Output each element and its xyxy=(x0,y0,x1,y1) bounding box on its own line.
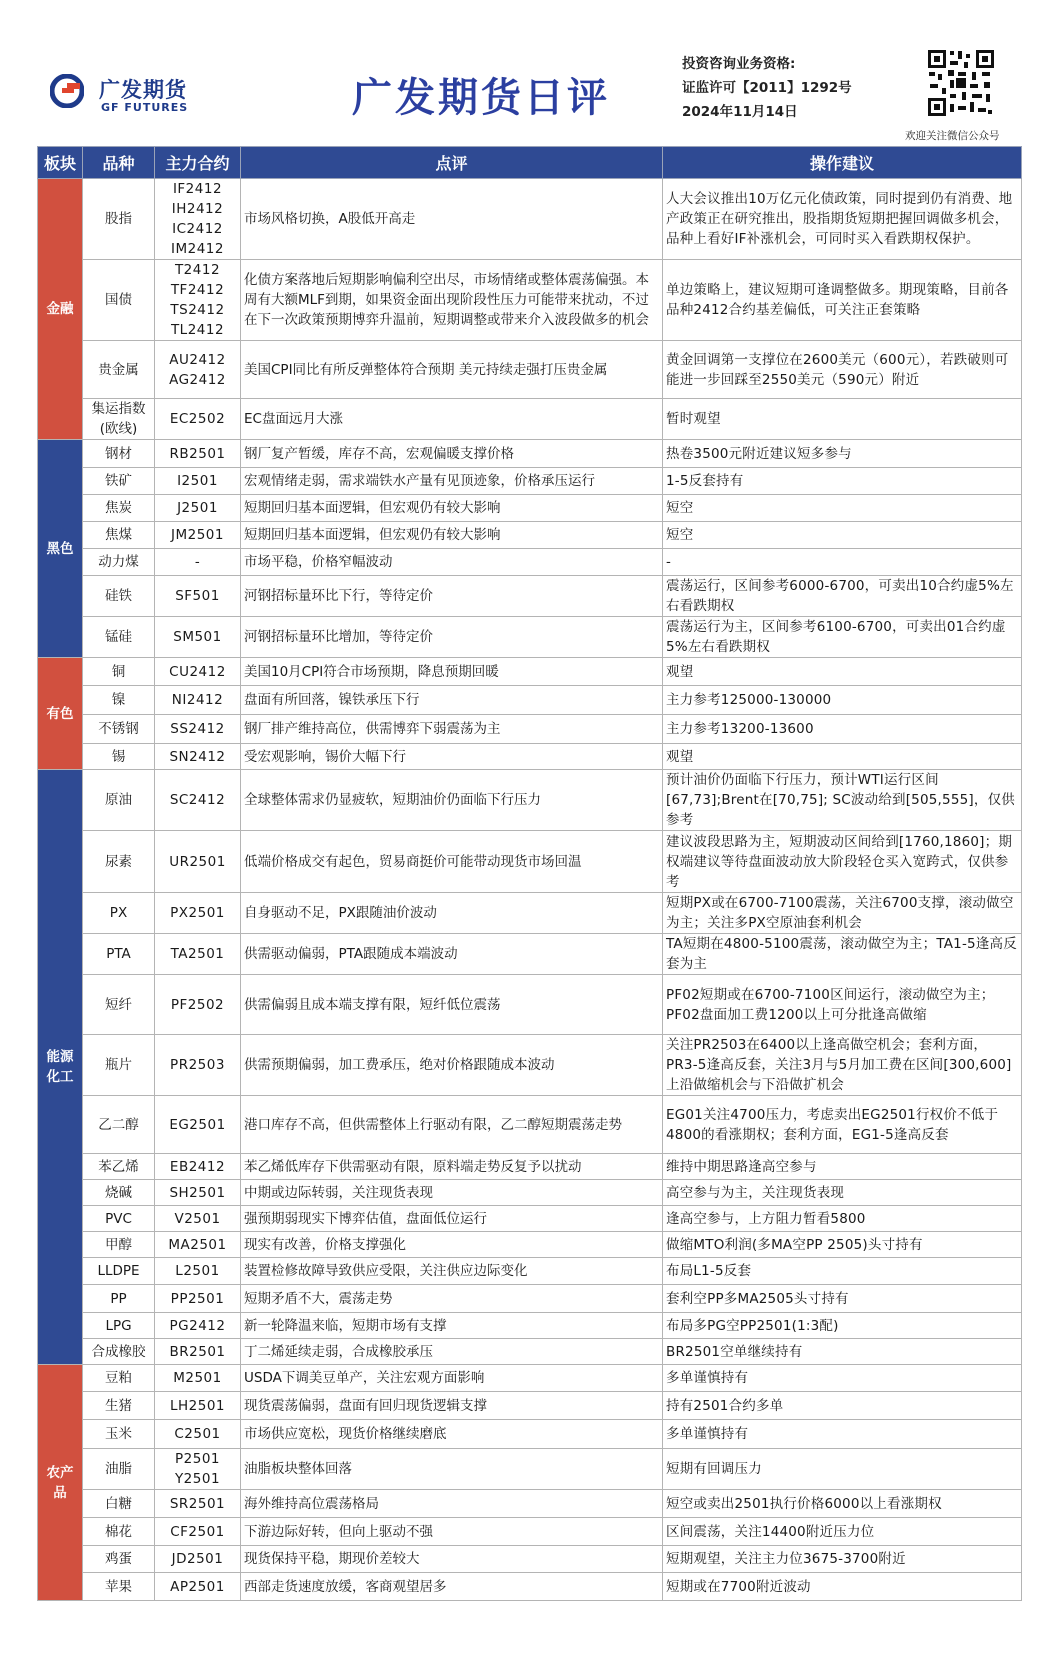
note-cell: 供需预期偏弱，加工费承压，绝对价格跟随成本波动 xyxy=(241,1035,663,1096)
contract-cell: SC2412 xyxy=(155,770,241,831)
advice-cell: 预计油价仍面临下行压力，预计WTI运行区间[67,73];Brent在[70,75]; SC波动给到[505,555]，仅供参考 xyxy=(663,770,1022,831)
table-row xyxy=(38,1573,1022,1601)
advice-cell: 短空 xyxy=(663,522,1022,549)
advice-cell: 短期观望，关注主力位3675-3700附近 xyxy=(663,1546,1022,1573)
advice-cell: 1-5反套持有 xyxy=(663,468,1022,495)
qr-caption: 欢迎关注微信公众号 xyxy=(905,130,1000,142)
contract-cell: PG2412 xyxy=(155,1313,241,1339)
note-cell: 钢厂排产维持高位，供需博弈下弱震荡为主 xyxy=(241,715,663,744)
variety-cell: 铜 xyxy=(83,658,155,686)
note-cell: 现货震荡偏弱，盘面有回归现货逻辑支撑 xyxy=(241,1392,663,1420)
advice-cell: 短期有回调压力 xyxy=(663,1449,1022,1490)
note-cell: 西部走货速度放缓，客商观望居多 xyxy=(241,1573,663,1601)
variety-cell: 甲醇 xyxy=(83,1232,155,1258)
contract-cell: C2501 xyxy=(155,1420,241,1449)
advice-cell: 做缩MTO利润(多MA空PP 2505)头寸持有 xyxy=(663,1232,1022,1258)
table-row xyxy=(38,975,1022,1035)
table-row xyxy=(38,341,1022,399)
table-row xyxy=(38,1339,1022,1365)
note-cell: 短期矛盾不大，震荡走势 xyxy=(241,1285,663,1313)
advice-cell: 布局多PG空PP2501(1:3配) xyxy=(663,1313,1022,1339)
contract-cell: T2412 TF2412 TS2412 TL2412 xyxy=(155,260,241,341)
note-cell: 宏观情绪走弱，需求端铁水产量有见顶迹象，价格承压运行 xyxy=(241,468,663,495)
contract-cell: MA2501 xyxy=(155,1232,241,1258)
variety-cell: 尿素 xyxy=(83,831,155,893)
advice-cell: BR2501空单继续持有 xyxy=(663,1339,1022,1365)
wechat-qr-code-icon xyxy=(926,48,996,118)
table-row xyxy=(38,399,1022,440)
note-cell: 海外维持高位震荡格局 xyxy=(241,1490,663,1518)
table-row xyxy=(38,468,1022,495)
contract-cell: NI2412 xyxy=(155,686,241,715)
note-cell: 供需偏弱且成本端支撑有限，短纤低位震荡 xyxy=(241,975,663,1035)
col-header-sector: 板块 xyxy=(38,147,83,179)
contract-cell: V2501 xyxy=(155,1206,241,1232)
table-row xyxy=(38,1449,1022,1490)
variety-cell: 短纤 xyxy=(83,975,155,1035)
table-row xyxy=(38,549,1022,576)
table-row xyxy=(38,179,1022,260)
contract-cell: TA2501 xyxy=(155,934,241,975)
note-cell: EC盘面远月大涨 xyxy=(241,399,663,440)
contract-cell: SR2501 xyxy=(155,1490,241,1518)
table-row xyxy=(38,658,1022,686)
variety-cell: 鸡蛋 xyxy=(83,1546,155,1573)
variety-cell: PX xyxy=(83,893,155,934)
variety-cell: 镍 xyxy=(83,686,155,715)
contract-cell: SF501 xyxy=(155,576,241,617)
variety-cell: 玉米 xyxy=(83,1420,155,1449)
col-header-variety: 品种 xyxy=(83,147,155,179)
advice-cell: PF02短期或在6700-7100区间运行，滚动做空为主；PF02盘面加工费1200以上可分批逢高做缩 xyxy=(663,975,1022,1035)
table-body xyxy=(38,179,1022,1601)
table-row xyxy=(38,744,1022,770)
note-cell: 钢厂复产暂缓，库存不高，宏观偏暖支撑价格 xyxy=(241,440,663,468)
advice-cell: EG01关注4700压力，考虑卖出EG2501行权价不低于4800的看涨期权；套利方面，EG1-5逢高反套 xyxy=(663,1096,1022,1154)
note-cell: 短期回归基本面逻辑，但宏观仍有较大影响 xyxy=(241,522,663,549)
note-cell: 丁二烯延续走弱，合成橡胶承压 xyxy=(241,1339,663,1365)
note-cell: 自身驱动不足，PX跟随油价波动 xyxy=(241,893,663,934)
note-cell: 美国CPI同比有所反弹整体符合预期 美元持续走强打压贵金属 xyxy=(241,341,663,399)
variety-cell: 生猪 xyxy=(83,1392,155,1420)
variety-cell: 烧碱 xyxy=(83,1180,155,1206)
variety-cell: 锰硅 xyxy=(83,617,155,658)
contract-cell: LH2501 xyxy=(155,1392,241,1420)
variety-cell: 股指 xyxy=(83,179,155,260)
note-cell: 港口库存不高，但供需整体上行驱动有限，乙二醇短期震荡走势 xyxy=(241,1096,663,1154)
variety-cell: 瓶片 xyxy=(83,1035,155,1096)
qualification-text: 投资咨询业务资格: xyxy=(682,56,796,72)
variety-cell: 油脂 xyxy=(83,1449,155,1490)
variety-cell: 硅铁 xyxy=(83,576,155,617)
note-cell: 现实有改善，价格支撑强化 xyxy=(241,1232,663,1258)
advice-cell: 黄金回调第一支撑位在2600美元（600元），若跌破则可能进一步回踩至2550美元（590元）附近 xyxy=(663,341,1022,399)
table-row xyxy=(38,1258,1022,1285)
note-cell: 新一轮降温来临，短期市场有支撑 xyxy=(241,1313,663,1339)
note-cell: 油脂板块整体回落 xyxy=(241,1449,663,1490)
contract-cell: J2501 xyxy=(155,495,241,522)
contract-cell: - xyxy=(155,549,241,576)
variety-cell: 铁矿 xyxy=(83,468,155,495)
sector-cell: 能源化工 xyxy=(38,770,83,1365)
contract-cell: PP2501 xyxy=(155,1285,241,1313)
gf-logo-icon xyxy=(50,74,84,108)
contract-cell: JM2501 xyxy=(155,522,241,549)
advice-cell: 人大会议推出10万亿元化债政策，同时提到仍有消费、地产政策正在研究推出，股指期货短期把握回调做多机会，品种上看好IF补涨机会，可同时买入看跌期权保护。 xyxy=(663,179,1022,260)
table-header-row xyxy=(38,147,1022,179)
table-row xyxy=(38,1096,1022,1154)
note-cell: 强预期弱现实下博弈估值，盘面低位运行 xyxy=(241,1206,663,1232)
variety-cell: 苯乙烯 xyxy=(83,1154,155,1180)
table-row xyxy=(38,617,1022,658)
table-row xyxy=(38,1518,1022,1546)
table-row xyxy=(38,260,1022,341)
advice-cell: 关注PR2503在6400以上逢高做空机会；套利方面，PR3-5逢高反套，关注3月与5月加工费在区间[300,600]上沿做缩机会与下沿做扩机会 xyxy=(663,1035,1022,1096)
advice-cell: 单边策略上，建议短期可逢调整做多。期现策略，目前各品种2412合约基差偏低，可关注正套策略 xyxy=(663,260,1022,341)
table-row xyxy=(38,893,1022,934)
advice-cell: 暂时观望 xyxy=(663,399,1022,440)
note-cell: 下游边际好转，但向上驱动不强 xyxy=(241,1518,663,1546)
advice-cell: 套利空PP多MA2505头寸持有 xyxy=(663,1285,1022,1313)
table-row xyxy=(38,1154,1022,1180)
note-cell: 市场风格切换，A股低开高走 xyxy=(241,179,663,260)
sector-cell: 有色 xyxy=(38,658,83,770)
variety-cell: 锡 xyxy=(83,744,155,770)
table-row xyxy=(38,831,1022,893)
contract-cell: RB2501 xyxy=(155,440,241,468)
note-cell: 短期回归基本面逻辑，但宏观仍有较大影响 xyxy=(241,495,663,522)
advice-cell: 短期或在7700附近波动 xyxy=(663,1573,1022,1601)
license-text: 证监许可【2011】1292号 xyxy=(682,80,852,96)
variety-cell: 国债 xyxy=(83,260,155,341)
contract-cell: AU2412 AG2412 xyxy=(155,341,241,399)
advice-cell: 热卷3500元附近建议短多参与 xyxy=(663,440,1022,468)
table-row xyxy=(38,495,1022,522)
advice-cell: 主力参考125000-130000 xyxy=(663,686,1022,715)
note-cell: 中期或边际转弱，关注现货表现 xyxy=(241,1180,663,1206)
report-title: 广发期货日评 xyxy=(352,75,610,121)
col-header-note: 点评 xyxy=(241,147,663,179)
variety-cell: PVC xyxy=(83,1206,155,1232)
variety-cell: LLDPE xyxy=(83,1258,155,1285)
report-date: 2024年11月14日 xyxy=(682,104,798,120)
table-row xyxy=(38,522,1022,549)
contract-cell: CF2501 xyxy=(155,1518,241,1546)
contract-cell: SM501 xyxy=(155,617,241,658)
note-cell: 供需驱动偏弱，PTA跟随成本端波动 xyxy=(241,934,663,975)
advice-cell: - xyxy=(663,549,1022,576)
advice-cell: 短空 xyxy=(663,495,1022,522)
note-cell: 市场平稳，价格窄幅波动 xyxy=(241,549,663,576)
variety-cell: 苹果 xyxy=(83,1573,155,1601)
advice-cell: 布局L1-5反套 xyxy=(663,1258,1022,1285)
table-row xyxy=(38,934,1022,975)
advice-cell: 观望 xyxy=(663,658,1022,686)
advice-cell: 观望 xyxy=(663,744,1022,770)
contract-cell: PX2501 xyxy=(155,893,241,934)
contract-cell: PR2503 xyxy=(155,1035,241,1096)
contract-cell: UR2501 xyxy=(155,831,241,893)
note-cell: 盘面有所回落，镍铁承压下行 xyxy=(241,686,663,715)
advice-cell: 震荡运行，区间参考6000-6700，可卖出10合约虚5%左右看跌期权 xyxy=(663,576,1022,617)
table-row xyxy=(38,715,1022,744)
advice-cell: 多单谨慎持有 xyxy=(663,1365,1022,1392)
contract-cell: SN2412 xyxy=(155,744,241,770)
note-cell: 现货保持平稳，期现价差较大 xyxy=(241,1546,663,1573)
table-row xyxy=(38,1232,1022,1258)
variety-cell: 原油 xyxy=(83,770,155,831)
contract-cell: EB2412 xyxy=(155,1154,241,1180)
contract-cell: EG2501 xyxy=(155,1096,241,1154)
contract-cell: L2501 xyxy=(155,1258,241,1285)
advice-cell: 区间震荡，关注14400附近压力位 xyxy=(663,1518,1022,1546)
advice-cell: 短空或卖出2501执行价格6000以上看涨期权 xyxy=(663,1490,1022,1518)
advice-cell: 建议波段思路为主，短期波动区间给到[1760,1860]；期权端建议等待盘面波动放大阶段轻仓买入宽跨式，仅供参考 xyxy=(663,831,1022,893)
advice-cell: 维持中期思路逢高空参与 xyxy=(663,1154,1022,1180)
logo-text-cn: 广发期货 xyxy=(99,78,187,102)
variety-cell: 动力煤 xyxy=(83,549,155,576)
contract-cell: M2501 xyxy=(155,1365,241,1392)
table-row xyxy=(38,1206,1022,1232)
note-cell: 化债方案落地后短期影响偏利空出尽，市场情绪或整体震荡偏强。本周有大额MLF到期，如果资金面出现阶段性压力可能带来扰动，不过在下一次政策预期博弈升温前，短期调整或带来介入波段做多的机会 xyxy=(241,260,663,341)
contract-cell: JD2501 xyxy=(155,1546,241,1573)
note-cell: 受宏观影响，锡价大幅下行 xyxy=(241,744,663,770)
table-row xyxy=(38,1392,1022,1420)
table-row xyxy=(38,1420,1022,1449)
advice-cell: 震荡运行为主，区间参考6100-6700，可卖出01合约虚5%左右看跌期权 xyxy=(663,617,1022,658)
advice-cell: 高空参与为主，关注现货表现 xyxy=(663,1180,1022,1206)
variety-cell: 白糖 xyxy=(83,1490,155,1518)
variety-cell: 棉花 xyxy=(83,1518,155,1546)
table-row xyxy=(38,576,1022,617)
logo-text-en: GF FUTURES xyxy=(101,101,189,114)
report-header xyxy=(0,0,1063,146)
sector-cell: 金融 xyxy=(38,179,83,440)
variety-cell: 焦炭 xyxy=(83,495,155,522)
contract-cell: AP2501 xyxy=(155,1573,241,1601)
note-cell: 全球整体需求仍显疲软，短期油价仍面临下行压力 xyxy=(241,770,663,831)
variety-cell: 钢材 xyxy=(83,440,155,468)
contract-cell: SS2412 xyxy=(155,715,241,744)
variety-cell: 不锈钢 xyxy=(83,715,155,744)
note-cell: 装置检修故障导致供应受限，关注供应边际变化 xyxy=(241,1258,663,1285)
contract-cell: SH2501 xyxy=(155,1180,241,1206)
variety-cell: 豆粕 xyxy=(83,1365,155,1392)
sector-cell: 黑色 xyxy=(38,440,83,658)
variety-cell: PP xyxy=(83,1285,155,1313)
note-cell: 苯乙烯低库存下供需驱动有限，原料端走势反复予以扰动 xyxy=(241,1154,663,1180)
note-cell: 低端价格成交有起色，贸易商挺价可能带动现货市场回温 xyxy=(241,831,663,893)
contract-cell: EC2502 xyxy=(155,399,241,440)
table-row xyxy=(38,440,1022,468)
advice-cell: 多单谨慎持有 xyxy=(663,1420,1022,1449)
table-row xyxy=(38,1035,1022,1096)
contract-cell: P2501 Y2501 xyxy=(155,1449,241,1490)
variety-cell: LPG xyxy=(83,1313,155,1339)
note-cell: 河钢招标量环比增加，等待定价 xyxy=(241,617,663,658)
variety-cell: 集运指数 (欧线) xyxy=(83,399,155,440)
table-row xyxy=(38,1180,1022,1206)
advice-cell: 持有2501合约多单 xyxy=(663,1392,1022,1420)
advice-cell: 短期PX或在6700-7100震荡，关注6700支撑，滚动做空为主；关注多PX空原油套利机会 xyxy=(663,893,1022,934)
note-cell: 河钢招标量环比下行，等待定价 xyxy=(241,576,663,617)
variety-cell: 乙二醇 xyxy=(83,1096,155,1154)
col-header-contract: 主力合约 xyxy=(155,147,241,179)
table-row xyxy=(38,1285,1022,1313)
table-row xyxy=(38,1490,1022,1518)
variety-cell: 焦煤 xyxy=(83,522,155,549)
advice-cell: TA短期在4800-5100震荡，滚动做空为主；TA1-5逢高反套为主 xyxy=(663,934,1022,975)
sector-cell: 农产品 xyxy=(38,1365,83,1601)
contract-cell: CU2412 xyxy=(155,658,241,686)
col-header-advice: 操作建议 xyxy=(663,147,1022,179)
variety-cell: PTA xyxy=(83,934,155,975)
contract-cell: IF2412 IH2412 IC2412 IM2412 xyxy=(155,179,241,260)
advice-cell: 主力参考13200-13600 xyxy=(663,715,1022,744)
advice-cell: 逢高空参与，上方阻力暂看5800 xyxy=(663,1206,1022,1232)
note-cell: 美国10月CPI符合市场预期，降息预期回暖 xyxy=(241,658,663,686)
table-row xyxy=(38,1313,1022,1339)
table-row xyxy=(38,770,1022,831)
table-row xyxy=(38,1365,1022,1392)
note-cell: 市场供应宽松，现货价格继续磨底 xyxy=(241,1420,663,1449)
table-row xyxy=(38,1546,1022,1573)
contract-cell: PF2502 xyxy=(155,975,241,1035)
contract-cell: I2501 xyxy=(155,468,241,495)
variety-cell: 贵金属 xyxy=(83,341,155,399)
table-row xyxy=(38,686,1022,715)
note-cell: USDA下调美豆单产，关注宏观方面影响 xyxy=(241,1365,663,1392)
contract-cell: BR2501 xyxy=(155,1339,241,1365)
variety-cell: 合成橡胶 xyxy=(83,1339,155,1365)
daily-review-table xyxy=(37,146,1022,1601)
